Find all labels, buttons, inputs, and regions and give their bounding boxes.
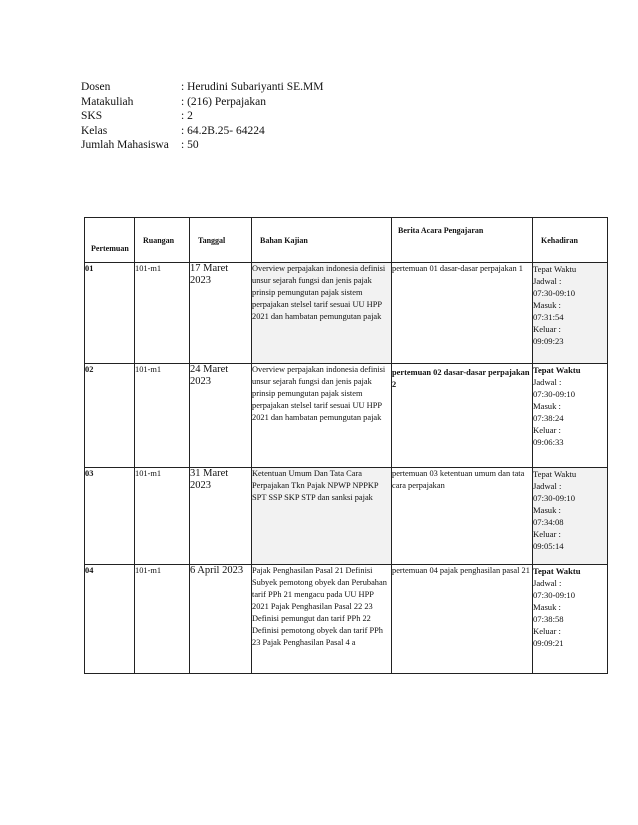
kehadiran-jadwal-value: 07:30-09:10 xyxy=(533,590,576,600)
cell-berita-acara: pertemuan 01 dasar-dasar perpajakan 1 xyxy=(392,263,533,364)
kehadiran-masuk-value: 07:34:08 xyxy=(533,517,564,527)
cell-tanggal: 24 Maret 2023 xyxy=(190,364,252,468)
info-row-kelas xyxy=(81,124,323,139)
kehadiran-keluar-label: Keluar : xyxy=(533,324,561,334)
kehadiran-keluar-value: 09:09:21 xyxy=(533,638,564,648)
info-row-jumlah-mahasiswa xyxy=(81,138,323,153)
kehadiran-status: Tepat Waktu xyxy=(533,469,577,479)
info-row-matakuliah xyxy=(81,95,323,110)
table-header-row xyxy=(85,218,608,263)
kehadiran-jadwal-label: Jadwal : xyxy=(533,481,562,491)
cell-kehadiran xyxy=(533,364,608,468)
cell-tanggal: 31 Maret 2023 xyxy=(190,468,252,565)
kehadiran-masuk-label: Masuk : xyxy=(533,602,561,612)
cell-bahan-kajian: Overview perpajakan indonesia definisi unsur sejarah fungsi dan jenis pajak prinsip pemungutan pajak sistem perpajakan stelsel tarif sesuai UU HPP 2021 dan hambatan pemungutan pajak xyxy=(252,263,392,364)
kehadiran-status: Tepat Waktu xyxy=(533,264,577,274)
info-value: : Herudini Subariyanti SE.MM xyxy=(181,81,324,93)
cell-ruangan: 101-m1 xyxy=(135,565,190,674)
kehadiran-masuk-value: 07:31:54 xyxy=(533,312,564,322)
cell-berita-acara: pertemuan 02 dasar-dasar perpajakan 2 xyxy=(392,364,533,468)
kehadiran-jadwal-value: 07:30-09:10 xyxy=(533,288,576,298)
kehadiran-status: Tepat Waktu xyxy=(533,566,581,576)
info-value: : 50 xyxy=(181,139,199,151)
cell-bahan-kajian: Ketentuan Umum Dan Tata Cara Perpajakan Tkn Pajak NPWP NPPKP SPT SSP SKP STP dan sanksi pajak xyxy=(252,468,392,565)
table-row xyxy=(85,565,608,674)
cell-ruangan: 101-m1 xyxy=(135,468,190,565)
info-row-sks xyxy=(81,109,323,124)
cell-bahan-kajian: Overview perpajakan indonesia definisi unsur sejarah fungsi dan jenis pajak prinsip pemungutan pajak sistem perpajakan stelsel tarif sesuai UU HPP 2021 dan hambatan pemungutan pajak xyxy=(252,364,392,468)
info-value: : 2 xyxy=(181,110,193,122)
header-bahan-kajian: Bahan Kajian xyxy=(252,218,392,263)
info-row-dosen xyxy=(81,80,323,95)
info-label: SKS xyxy=(81,110,103,122)
cell-pertemuan: 04 xyxy=(85,565,135,674)
kehadiran-masuk-label: Masuk : xyxy=(533,300,561,310)
kehadiran-jadwal-value: 07:30-09:10 xyxy=(533,493,576,503)
table-row xyxy=(85,364,608,468)
course-info-header xyxy=(81,80,323,153)
table-row xyxy=(85,468,608,565)
cell-tanggal: 6 April 2023 xyxy=(190,565,252,674)
header-kehadiran: Kehadiran xyxy=(533,218,608,263)
header-berita-acara: Berita Acara Pengajaran xyxy=(392,218,533,263)
kehadiran-keluar-value: 09:09:23 xyxy=(533,336,564,346)
cell-ruangan: 101-m1 xyxy=(135,364,190,468)
kehadiran-keluar-value: 09:06:33 xyxy=(533,437,564,447)
info-label: Kelas xyxy=(81,124,108,137)
kehadiran-keluar-value: 09:05:14 xyxy=(533,541,564,551)
kehadiran-jadwal-label: Jadwal : xyxy=(533,377,562,387)
cell-kehadiran xyxy=(533,263,608,364)
table-row xyxy=(85,263,608,364)
info-label: Matakuliah xyxy=(81,95,134,108)
cell-pertemuan: 03 xyxy=(85,468,135,565)
kehadiran-masuk-label: Masuk : xyxy=(533,505,561,515)
kehadiran-masuk-value: 07:38:58 xyxy=(533,614,564,624)
cell-tanggal: 17 Maret 2023 xyxy=(190,263,252,364)
kehadiran-keluar-label: Keluar : xyxy=(533,626,561,636)
kehadiran-masuk-value: 07:38:24 xyxy=(533,413,564,423)
kehadiran-jadwal-label: Jadwal : xyxy=(533,578,562,588)
cell-bahan-kajian: Pajak Penghasilan Pasal 21 Definisi Subyek pemotong obyek dan Perubahan tarif PPh 21 mengacu pada UU HPP 2021 Pajak Penghasilan Pasal 22 23 Definisi pemungut dan tarif PPh 22 Definisi pemotong obyek dan tarif PPh 23 Pajak Penghasilan Pasal 4 a xyxy=(252,565,392,674)
info-label: Jumlah Mahasiswa xyxy=(81,139,169,151)
header-pertemuan: Pertemuan xyxy=(85,218,135,263)
attendance-table xyxy=(84,217,608,674)
cell-kehadiran xyxy=(533,468,608,565)
cell-pertemuan: 02 xyxy=(85,364,135,468)
kehadiran-status: Tepat Waktu xyxy=(533,365,581,375)
header-tanggal: Tanggal xyxy=(190,218,252,263)
info-value: : (216) Perpajakan xyxy=(181,95,266,108)
kehadiran-keluar-label: Keluar : xyxy=(533,425,561,435)
kehadiran-keluar-label: Keluar : xyxy=(533,529,561,539)
header-ruangan: Ruangan xyxy=(135,218,190,263)
kehadiran-masuk-label: Masuk : xyxy=(533,401,561,411)
kehadiran-jadwal-value: 07:30-09:10 xyxy=(533,389,576,399)
kehadiran-jadwal-label: Jadwal : xyxy=(533,276,562,286)
cell-pertemuan: 01 xyxy=(85,263,135,364)
info-value: : 64.2B.25- 64224 xyxy=(181,124,265,137)
cell-ruangan: 101-m1 xyxy=(135,263,190,364)
cell-berita-acara: pertemuan 04 pajak penghasilan pasal 21 xyxy=(392,565,533,674)
cell-kehadiran xyxy=(533,565,608,674)
cell-berita-acara: pertemuan 03 ketentuan umum dan tata cara perpajakan xyxy=(392,468,533,565)
info-label: Dosen xyxy=(81,81,111,93)
